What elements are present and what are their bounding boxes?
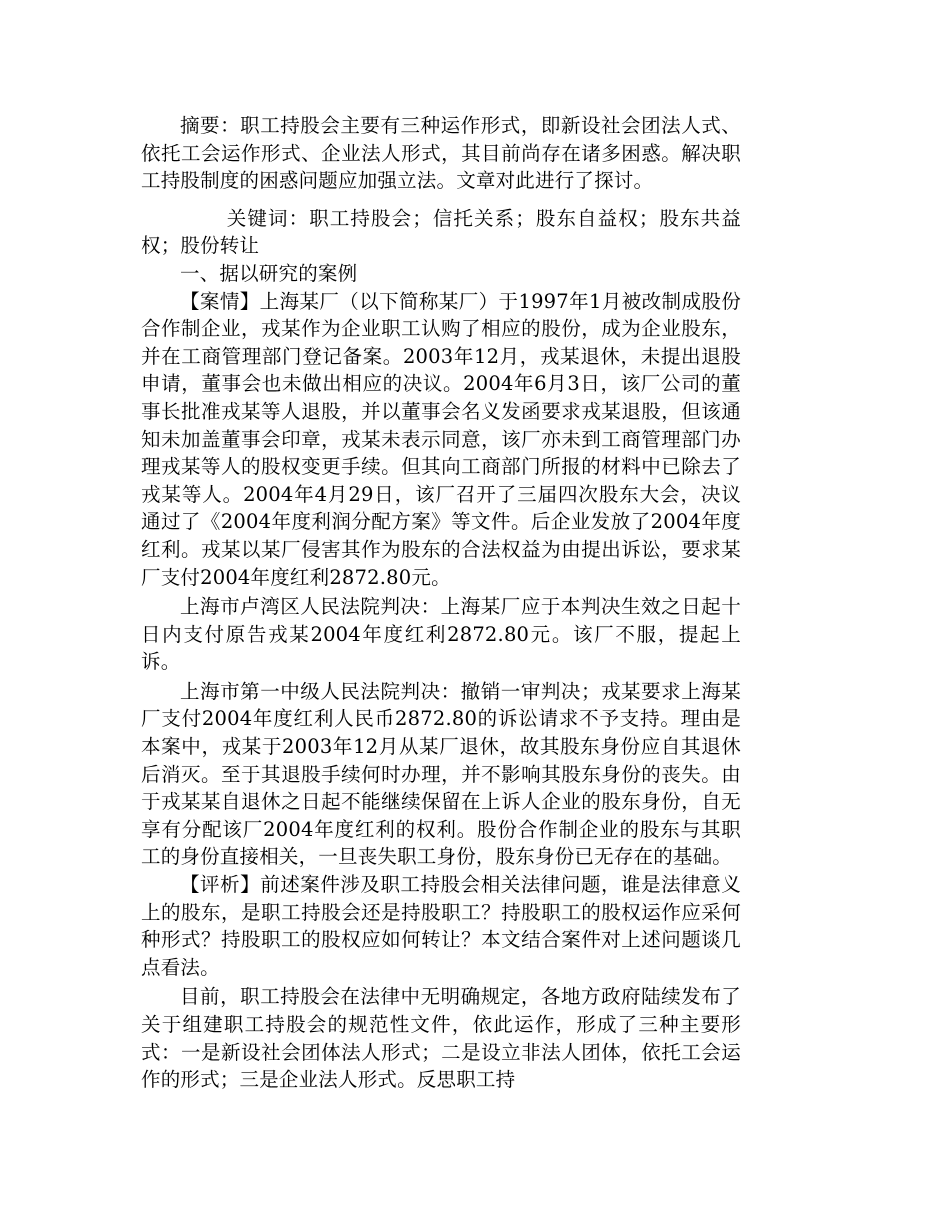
case-facts-paragraph: 【案情】上海某厂（以下简称某厂）于1997年1月被改制成股份合作制企业，戎某作为企业职工认购了相应的股份，成为企业股东，并在工商管理部门登记备案。2003年12月，戎某退休，未提出退股申请，董事会也未做出相应的决议。2004年6月3日，该厂公司的董事长批准戎某等人退股，并以董事会名义发函要求戎某退股，但该通知未加盖董事会印章，戎某未表示同意，该厂亦未到工商管理部门办理戎某等人的股权变更手续。但其向工商部门所报的材料中已除去了戎某等人。2004年4月29日，该厂召开了三届四次股东大会，决议通过了《2004年度利润分配方案》等文件。后企业发放了2004年度红利。戎某以某厂侵害其作为股东的合法权益为由提出诉讼，要求某厂支付2004年度红利2872.80元。 xyxy=(141,289,741,589)
document-page xyxy=(141,112,741,1094)
current-situation-paragraph: 目前，职工持股会在法律中无明确规定，各地方政府陆续发布了关于组建职工持股会的规范性文件，依此运作，形成了三种主要形式：一是新设社会团体法人形式；二是设立非法人团体，依托工会运作的形式；三是企业法人形式。反思职工持 xyxy=(141,985,741,1092)
abstract-paragraph: 摘要：职工持股会主要有三种运作形式，即新设社会团法人式、依托工会运作形式、企业法人形式，其目前尚存在诸多困惑。解决职工持股制度的困惑问题应加强立法。文章对此进行了探讨。 xyxy=(141,114,741,193)
second-instance-paragraph: 上海市第一中级人民法院判决：撤销一审判决；戎某要求上海某厂支付2004年度红利人民币2872.80的诉讼请求不予支持。理由是本案中，戎某于2003年12月从某厂退休，故其股东身份应自其退休后消灭。至于其退股手续何时办理，并不影响其股东身份的丧失。由于戎某某自退休之日起不能继续保留在上诉人企业的股东身份，自无享有分配该厂2004年度红利的权利。股份合作制企业的股东与其职工的身份直接相关，一旦丧失职工身份，股东身份已无存在的基础。 xyxy=(141,679,741,869)
analysis-paragraph: 【评析】前述案件涉及职工持股会相关法律问题，谁是法律意义上的股东，是职工持股会还是持股职工？持股职工的股权运作应采何种形式？持股职工的股权应如何转让？本文结合案件对上述问题谈几点看法。 xyxy=(141,873,741,979)
keywords-paragraph: 关键词：职工持股会；信托关系；股东自益权；股东共益权；股份转让 xyxy=(141,206,741,258)
first-instance-paragraph: 上海市卢湾区人民法院判决：上海某厂应于本判决生效之日起十日内支付原告戎某2004年度红利2872.80元。该厂不服，提起上诉。 xyxy=(141,595,741,674)
section-heading: 一、据以研究的案例 xyxy=(180,261,358,285)
